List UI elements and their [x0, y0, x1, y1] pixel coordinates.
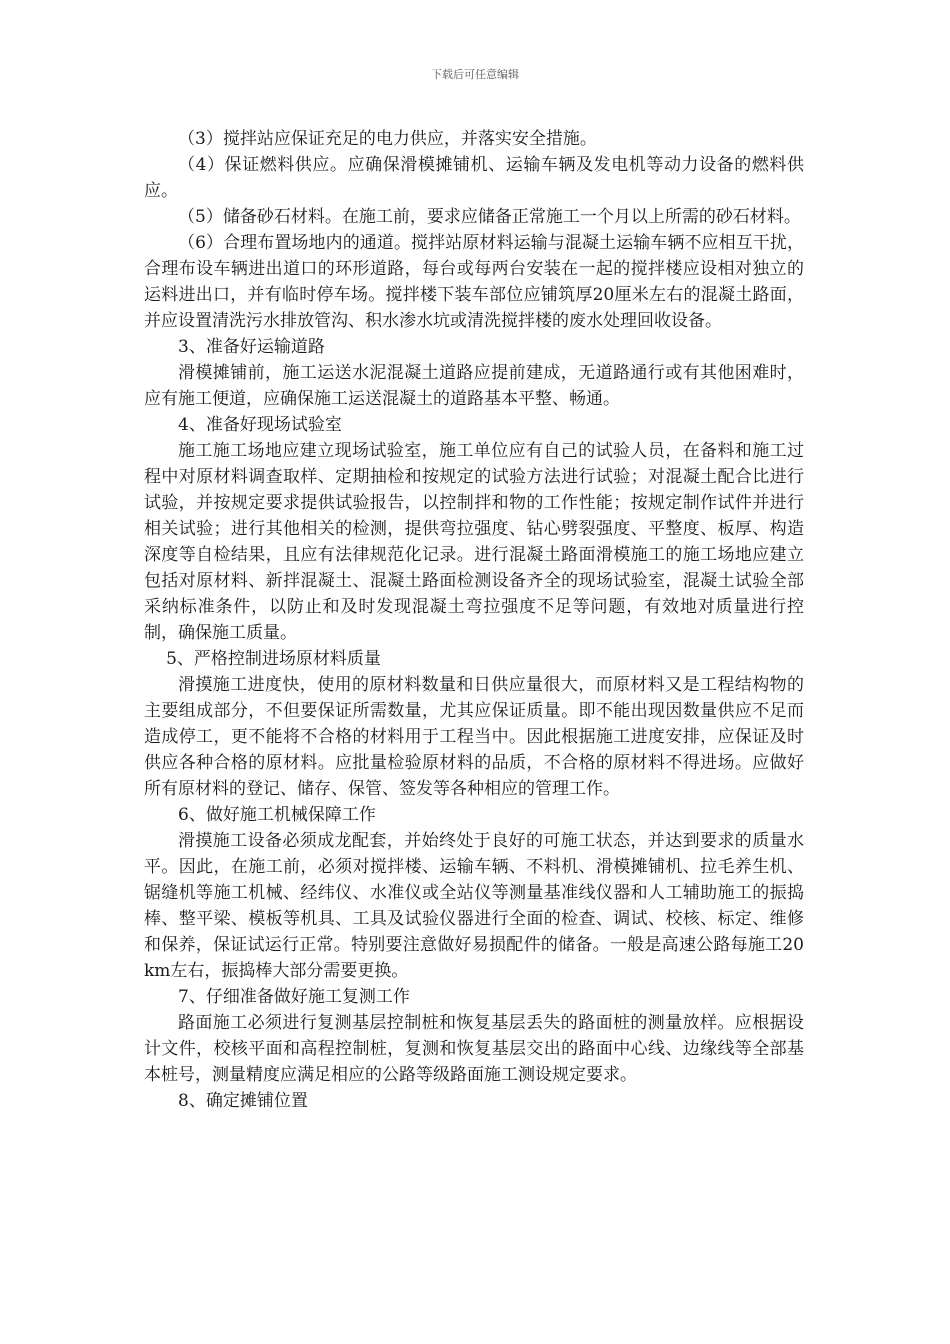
paragraph-6: （6）合理布置场地内的通道。搅拌站原材料运输与混凝土运输车辆不应相互干扰，合理布设车辆进出道口的环形道路，每台或每两台安装在一起的搅拌楼应设相对独立的运料进出口，并有临时停车场。搅拌楼下装车部位应铺筑厚20厘米左右的混凝土路面，并应设置清洗污水排放管沟、积水渗水坑或清洗搅拌楼的废水处理回收设备。: [144, 233, 804, 331]
section-heading-8: 8、确定摊铺位置: [178, 1091, 308, 1111]
section-heading-4: 4、准备好现场试验室: [178, 415, 342, 435]
document-body: [144, 126, 804, 1114]
paragraph-transport-road: 滑模摊铺前，施工运送水泥混凝土道路应提前建成，无道路通行或有其他困难时，应有施工便道，应确保施工运送混凝土的道路基本平整、畅通。: [144, 363, 804, 409]
page-header: 下载后可任意编辑: [431, 68, 519, 81]
paragraph-machinery: 滑摸施工设备必须成龙配套，并始终处于良好的可施工状态，并达到要求的质量水平。因此，在施工前，必须对搅拌楼、运输车辆、不料机、滑模摊铺机、拉毛养生机、锯缝机等施工机械、经纬仪、水准仪或全站仪等测量基准线仪器和人工辅助施工的振捣棒、整平梁、模板等机具、工具及试验仪器进行全面的检查、调试、校核、标定、维修和保养，保证试运行正常。特别要注意做好易损配件的储备。一般是高速公路每施工20km左右，振捣棒大部分需要更换。: [144, 831, 804, 981]
paragraph-survey: 路面施工必须进行复测基层控制桩和恢复基层丢失的路面桩的测量放样。应根据设计文件，校核平面和高程控制桩，复测和恢复基层交出的路面中心线、边缘线等全部基本桩号，测量精度应满足相应的公路等级路面施工测设规定要求。: [144, 1013, 804, 1085]
paragraph-lab: 施工施工场地应建立现场试验室，施工单位应有自己的试验人员，在备料和施工过程中对原材料调查取样、定期抽检和按规定的试验方法进行试验；对混凝土配合比进行试验，并按规定要求提供试验报告，以控制拌和物的工作性能；按规定制作试件并进行相关试验；进行其他相关的检测，提供弯拉强度、钻心劈裂强度、平整度、板厚、构造深度等自检结果，且应有法律规范化记录。进行混凝土路面滑模施工的施工场地应建立包括对原材料、新拌混凝土、混凝土路面检测设备齐全的现场试验室，混凝土试验全部采纳标准条件，以防止和及时发现混凝土弯拉强度不足等问题，有效地对质量进行控制，确保施工质量。: [144, 441, 804, 643]
paragraph-3: （3）搅拌站应保证充足的电力供应，并落实安全措施。: [178, 129, 597, 149]
section-heading-6: 6、做好施工机械保障工作: [178, 805, 376, 825]
section-heading-5: 5、严格控制进场原材料质量: [166, 649, 381, 669]
paragraph-4: （4）保证燃料供应。应确保滑模摊铺机、运输车辆及发电机等动力设备的燃料供应。: [144, 155, 804, 201]
section-heading-3: 3、准备好运输道路: [178, 337, 325, 357]
paragraph-materials: 滑摸施工进度快，使用的原材料数量和日供应量很大，而原材料又是工程结构物的主要组成部分，不但要保证所需数量，尤其应保证质量。即不能出现因数量供应不足而造成停工，更不能将不合格的材料用于工程当中。因此根据施工进度安排，应保证及时供应各种合格的原材料。应批量检验原材料的品质，不合格的原材料不得进场。应做好所有原材料的登记、储存、保管、签发等各种相应的管理工作。: [144, 675, 804, 799]
section-heading-7: 7、仔细准备做好施工复测工作: [178, 987, 410, 1007]
paragraph-5: （5）储备砂石材料。在施工前，要求应储备正常施工一个月以上所需的砂石材料。: [178, 207, 801, 227]
